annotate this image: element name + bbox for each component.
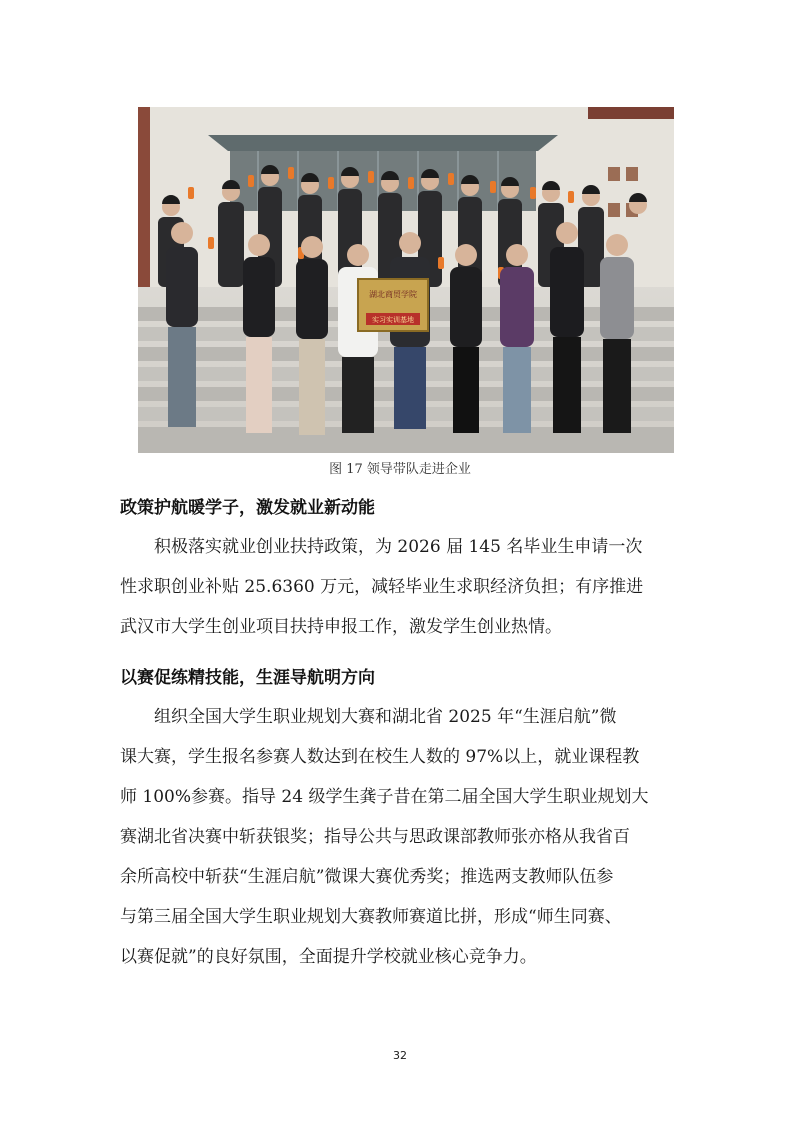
paragraph-line: 余所高校中斩获“生涯启航”微课大赛优秀奖；推选两支教师队伍参 <box>120 867 614 887</box>
group-photo <box>138 107 674 453</box>
section-body-policy <box>120 527 680 647</box>
paragraph-line: 以赛促就”的良好氛围，全面提升学校就业核心竞争力。 <box>120 947 537 967</box>
paragraph-line: 赛湖北省决赛中斩获银奖；指导公共与思政课部教师张亦格从我省百 <box>120 827 630 847</box>
paragraph-line: 组织全国大学生职业规划大赛和湖北省 2025 年“生涯启航”微 <box>154 707 617 727</box>
paragraph-line: 积极落实就业创业扶持政策，为 2026 届 145 名毕业生申请一次 <box>154 537 643 557</box>
plaque-subtitle: 实习实训基地 <box>372 316 414 324</box>
section-heading-competition: 以赛促练精技能，生涯导航明方向 <box>120 668 375 688</box>
paragraph-line: 武汉市大学生创业项目扶持申报工作，激发学生创业热情。 <box>120 617 562 637</box>
paragraph-line: 课大赛，学生报名参赛人数达到在校生人数的 97%以上，就业课程教 <box>120 747 640 767</box>
plaque-title: 湖北商贸学院 <box>369 290 417 299</box>
section-body-competition <box>120 697 680 977</box>
section-heading-policy: 政策护航暖学子，激发就业新动能 <box>120 498 375 518</box>
paragraph-line: 性求职创业补贴 25.6360 万元，减轻毕业生求职经济负担；有序推进 <box>120 577 644 597</box>
paragraph-line: 师 100%参赛。指导 24 级学生龚子昔在第二届全国大学生职业规划大 <box>120 787 649 807</box>
page-number: 32 <box>393 1049 407 1062</box>
figure-caption: 图 17 领导带队走进企业 <box>329 462 471 477</box>
group-photo-illustration <box>138 107 674 453</box>
paragraph-line: 与第三届全国大学生职业规划大赛教师赛道比拼，形成“师生同赛、 <box>120 907 622 927</box>
